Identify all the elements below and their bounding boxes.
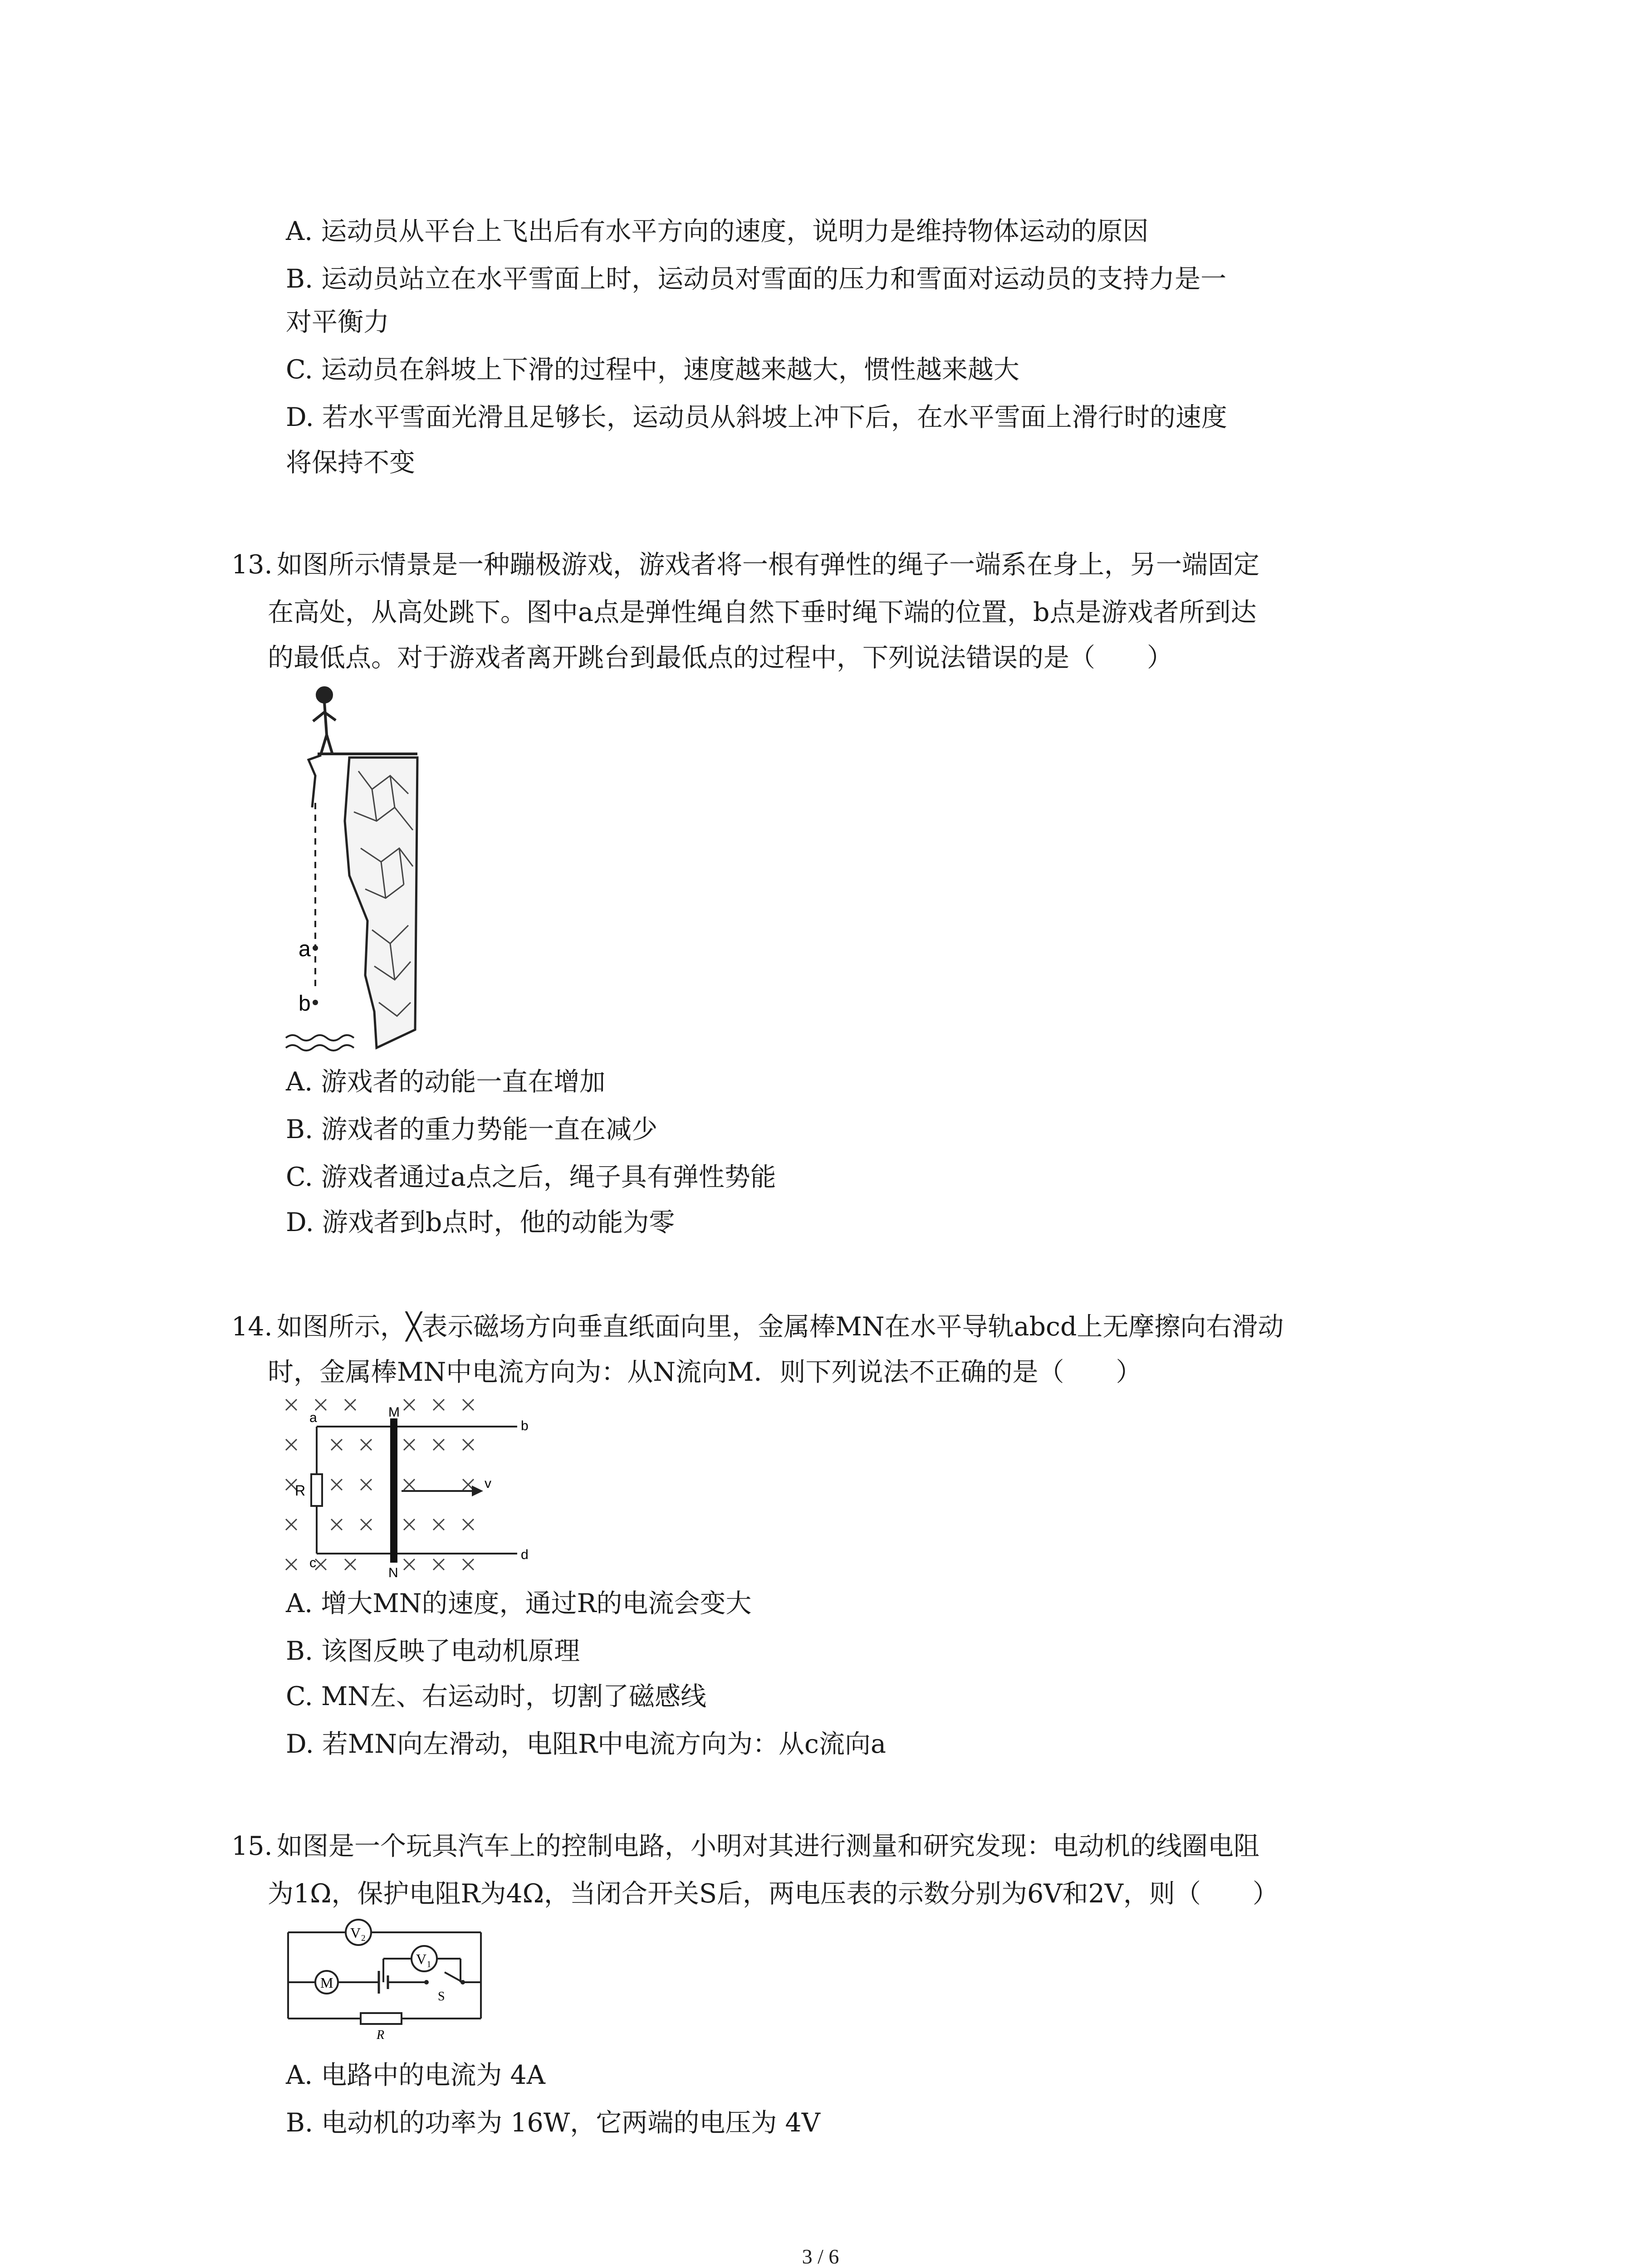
label-a: a (309, 1410, 317, 1425)
q13-option-d: D. 游戏者到b点时，他的动能为零 (286, 1207, 675, 1237)
q15-option-a: A. 电路中的电流为 4A (286, 2060, 545, 2090)
q12-option-a: A. 运动员从平台上飞出后有水平方向的速度，说明力是维持物体运动的原因 (286, 216, 1149, 246)
label-v1: V₁ (416, 1951, 432, 1967)
q14-option-a: A. 增大MN的速度，通过R的电流会变大 (286, 1589, 752, 1618)
q13-option-a: A. 游戏者的动能一直在增加 (286, 1067, 606, 1097)
q15-option-b: B. 电动机的功率为 16W，它两端的电压为 4V (286, 2108, 820, 2138)
label-d: d (521, 1547, 529, 1562)
q13-stem-line2: 在高处，从高处跳下。图中a点是弹性绳自然下垂时绳下端的位置，b点是游戏者所到达 (268, 597, 1257, 627)
jumper-icon (313, 688, 336, 753)
label-n: N (388, 1565, 398, 1580)
metal-rod-mn (390, 1418, 397, 1563)
q14-option-b: B. 该图反映了电动机原理 (286, 1636, 580, 1666)
label-switch-s: S (438, 1989, 445, 2004)
q13-number: 13. (231, 550, 273, 580)
q12-option-d-line2: 将保持不变 (286, 448, 415, 478)
label-resistor-r: R (377, 2028, 385, 2041)
q13-option-b: B. 游戏者的重力势能一直在减少 (286, 1114, 658, 1144)
page-number: 3 / 6 (802, 2245, 839, 2268)
bungee-figure (281, 685, 426, 1070)
q14-option-d: D. 若MN向左滑动，电阻R中电流方向为：从c流向a (286, 1729, 886, 1759)
q14-option-c: C. MN左、右运动时，切割了磁感线 (286, 1681, 707, 1711)
label-v2: V₂ (350, 1925, 366, 1941)
q14-stem-line1: 如图所示，╳表示磁场方向垂直纸面向里，金属棒MN在水平导轨abcd上无摩擦向右滑动 (277, 1312, 1284, 1342)
q15-stem-line1: 如图是一个玩具汽车上的控制电路，小明对其进行测量和研究发现：电动机的线圈电阻 (277, 1831, 1259, 1861)
label-m: M (388, 1405, 400, 1420)
label-r: R (295, 1482, 306, 1499)
q13-stem-line3: 的最低点。对于游戏者离开跳台到最低点的过程中，下列说法错误的是（ ） (268, 643, 1173, 673)
label-motor-m: M (320, 1975, 333, 1991)
bungee-label-b: b (299, 992, 311, 1016)
q13-stem-line1: 如图所示情景是一种蹦极游戏，游戏者将一根有弹性的绳子一端系在身上，另一端固定 (277, 550, 1259, 580)
q13-option-c: C. 游戏者通过a点之后，绳子具有弹性势能 (286, 1162, 776, 1192)
bungee-label-a: a (299, 937, 311, 961)
q12-option-b-line2: 对平衡力 (286, 307, 389, 337)
q12-option-d-line1: D. 若水平雪面光滑且足够长，运动员从斜坡上冲下后，在水平雪面上滑行时的速度 (286, 402, 1227, 432)
magnetic-field-figure (281, 1395, 535, 1590)
label-v: v (485, 1476, 491, 1491)
q14-stem-line2: 时，金属棒MN中电流方向为：从N流向M．则下列说法不正确的是（ ） (268, 1357, 1142, 1387)
label-c: c (309, 1555, 316, 1570)
label-b: b (521, 1418, 529, 1433)
q12-option-b-line1: B. 运动员站立在水平雪面上时，运动员对雪面的压力和雪面对运动员的支持力是一 (286, 264, 1227, 294)
circuit-figure (281, 1919, 499, 2041)
q15-stem-line2: 为1Ω，保护电阻R为4Ω，当闭合开关S后，两电压表的示数分别为6V和2V，则（ ） (268, 1879, 1279, 1909)
q15-number: 15. (231, 1831, 273, 1861)
resistor-r-circuit (361, 2013, 402, 2024)
resistor-r (311, 1474, 322, 1506)
q12-option-c: C. 运动员在斜坡上下滑的过程中，速度越来越大，惯性越来越大 (286, 355, 1019, 385)
q14-number: 14. (231, 1312, 273, 1342)
